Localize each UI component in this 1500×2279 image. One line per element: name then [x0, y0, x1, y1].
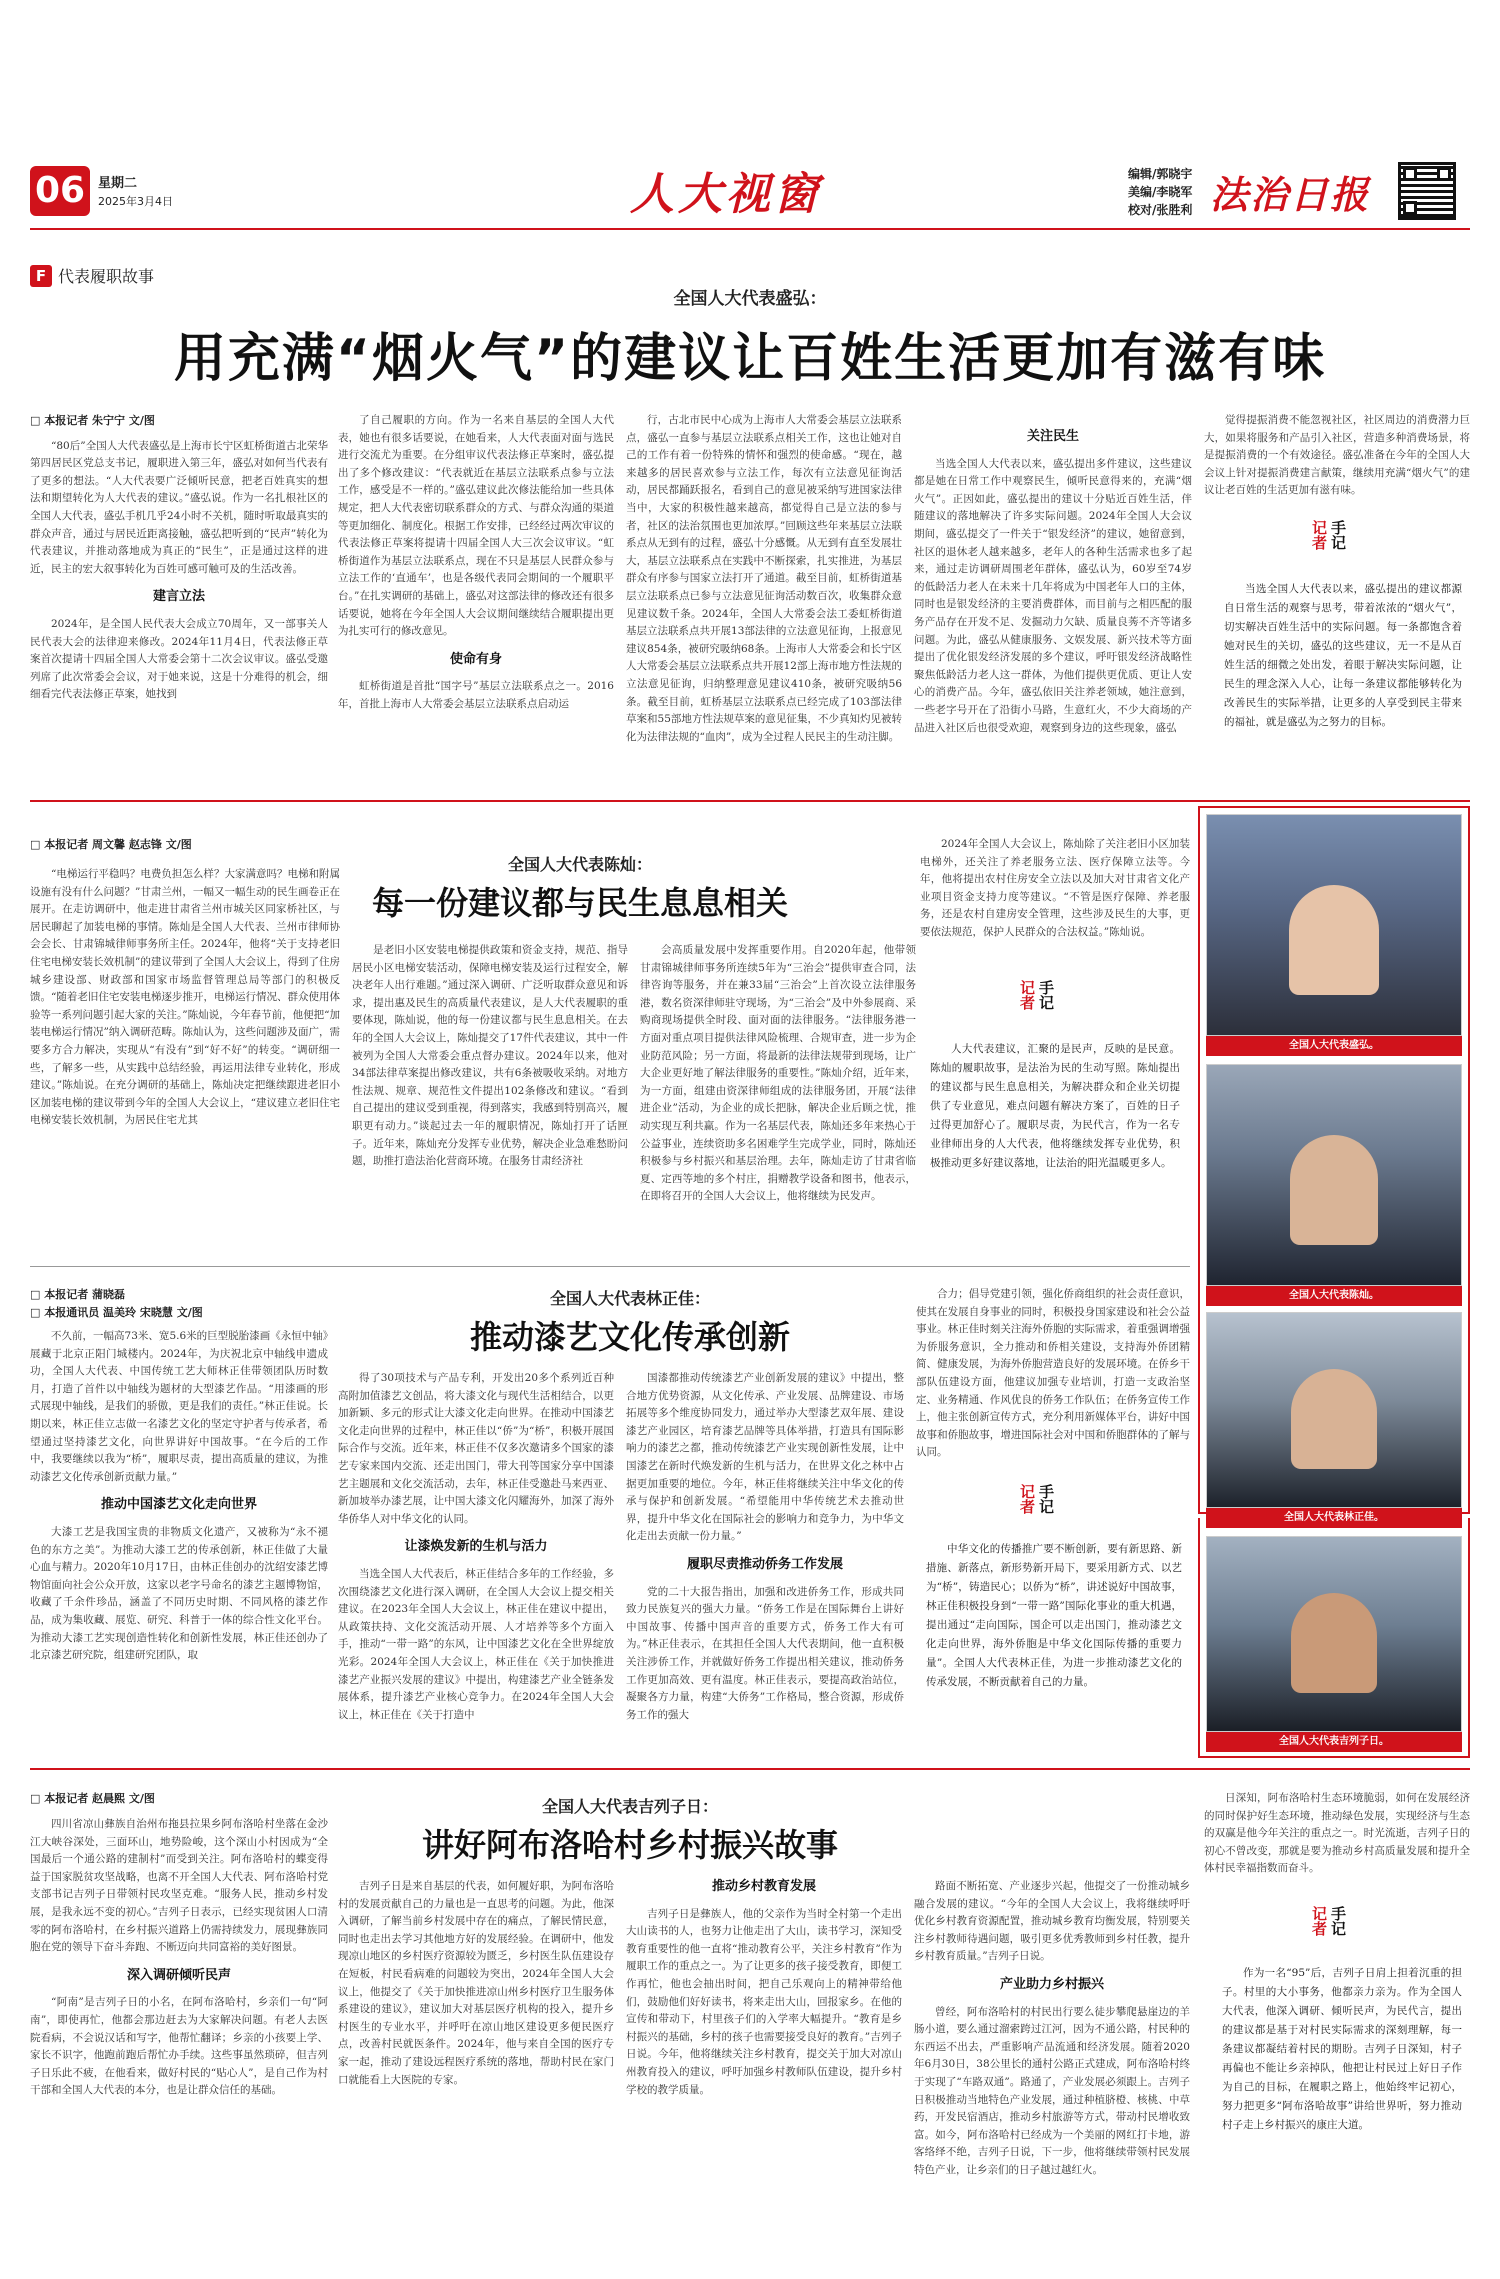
story2-col3-text: 会高质量发展中发挥重要作用。自2020年起，他带领甘肃锦城律师事务所连续5年为“三治会”提供审查合同，法律咨询等服务，并在兼33届“三治会”上首次设立法律服务港，数名资深律师驻守现场，为“三治会”及中外参展商、采购商现场提供全时段、面对面的法律服务。“法律服务港一方面对重点项目提供法律风险梳理、合规审查，进一步为企业防范风险；另一方面，将最新的法律法规带到现场，让广大企业更好地了解法律服务的重要性。”陈灿介绍，近年来，为一方面，组建由资深律师组成的法律服务团，开展“法律进企业”活动，为企业的成长把脉，解决企业后顾之忧，推动实现互利共赢。作为一名基层代表，陈灿还多年来热心于公益事业，连续资助多名困难学生完成学业，同时，陈灿还积极参与乡村振兴和基层治理。去年，陈灿走访了甘肃省临夏、定西等地的多个村庄，捐赠教学设备和图书，他表示，在即将召开的全国人大会议上，他将继续为民发声。	[640, 944, 916, 1203]
story4-col1	[30, 1816, 328, 2264]
story4-col4-text: 路面不断拓宽、产业逐步兴起，他提交了一份推动城乡融合发展的建议。“今年的全国人大会议上，我将继续呼吁优化乡村教育资源配置，推动城乡教育均衡发展，特别要关注乡村教师待遇问题，吸引更多优秀教师到乡村任教，提升乡村教育质量。”吉列子日说。	[914, 1880, 1190, 1963]
story3-rule	[30, 1768, 1470, 1770]
section-title: 人大视窗	[630, 169, 822, 220]
story1-col1b-text: 2024年，是全国人民代表大会成立70周年，又一部事关人民代表大会的法律迎来修改。2024年11月4日，代表法修正草案首次提请十四届全国人大常委会第十二次会议审议。盛弘受邀列席了此次常委会会议，对于她来说，这是十分难得的机会，细细看完代表法修正草案，她找到	[30, 617, 328, 701]
story1-col2b-text: 虹桥街道是首批“国字号”基层立法联系点之一。2016年，首批上海市人大常委会基层立法联系点启动运	[338, 680, 614, 710]
story1-col1-text: “80后”全国人大代表盛弘是上海市长宁区虹桥街道古北荣华第四居民区党总支书记，履职进入第三年，盛弘对如何当代表有了更多的想法。“人大代表要广泛倾听民意，把老百姓真实的想法和期望转化为人大代表的建议。”盛弘说。作为一名扎根社区的全国人大代表，盛弘手机几乎24小时不关机，随时听取最真实的群众声音，通过与居民近距离接触，盛弘把听到的“民声”转化为代表建议，并推动落地成为真正的“民生”，正是通过这样的进近，民主的宏大叙事转化为百姓可感可触可及的生活改善。	[30, 439, 328, 575]
story3-headline: 推动漆艺文化传承创新	[469, 1318, 790, 1356]
story4-reporter-note-text: 作为一名“95”后，吉列子日肩上担着沉重的担子。村里的大小事务，他都亲力亲为。作为全国人大代表，他深入调研、倾听民声，为民代言，提出的建议都是基于对村民实际需求的深刻理解，每一条建议都凝结着村民的期盼。吉列子日深知，村子再偏也不能让乡亲掉队，他把让村民过上好日子作为自己的目标，在履职之路上，他始终牢记初心，努力把更多“阿布洛哈故事”讲给世界听，努力推动村子走上乡村振兴的康庄大道。	[1222, 1967, 1462, 2131]
story4-subhead-1: 深入调研倾听民声	[126, 1967, 231, 1983]
story2-byline: □ 本报记者 周文馨 赵志锋 文/图	[30, 838, 192, 851]
story3-byline-2: □ 本报通讯员 温美玲 宋晓慧 文/图	[30, 1306, 203, 1319]
editor-credit: 编辑/郭晓宇	[1128, 167, 1193, 181]
story1-byline: □ 本报记者 朱宁宁 文/图	[30, 414, 155, 427]
story1-col5-text: 觉得提振消费不能忽视社区，社区周边的消费潜力巨大，如果将服务和产品引入社区，营造多种消费场景，将是提振消费的一个有效途径。盛弘准备在今年的全国人大会议上针对提振消费建言献策，继续用充满“烟火气”的建议让老百姓的生活更加有滋有味。	[1204, 414, 1470, 497]
story3-subhead-2: 让漆焕发新的生机与活力	[404, 1539, 548, 1555]
story4-col2-text: 吉列子日是来自基层的代表，如何履好职，为阿布洛哈村的发展贡献自己的力量也是一直思考的问题。为此，他深入调研，了解当前乡村发展中存在的痛点，了解民情民意，同时也走出去学习其他地方好的发展经验。在调研中，他发现凉山地区的乡村医疗资源较为匮乏，乡村医生队伍建设存在短板，村民看病难的问题较为突出，2024年全国人大会议上，他提交了《关于加快推进凉山州乡村医疗卫生服务体系建设的建议》，建议加大对基层医疗机构的投入，提升乡村医生的专业水平，并呼吁在凉山地区建设更多便民医疗点，改善村民就医条件。2024年，他与来自全国的医疗专家一起，推动了建设远程医疗系统的落地，帮助村民在家门口就能看上大医院的专家。	[338, 1880, 614, 2086]
story4-col3-text: 吉列子日是彝族人，他的父亲作为当时全村第一个走出大山读书的人，也努力让他走出了大山，读书学习，深知受教育重要性的他一直将“推动教育公平，关注乡村教育”作为履职工作的重点之一。为了让更多的孩子接受教育，即便工作再忙，他也会抽出时间，把自己乐观向上的精神带给他们，鼓励他们好好读书，将来走出大山，回报家乡。在他的宣传和带动下，村里孩子们的入学率大幅提升。“教育是乡村振兴的基础，乡村的孩子也需要接受良好的教育。”吉列子日说。今年，他将继续关注乡村教育，提交关于加大对凉山州教育投入的建议，呼吁加强乡村教师队伍建设，提升乡村学校的教学质量。	[626, 1907, 902, 2096]
story1-col4-text: 当选全国人大代表以来，盛弘提出多件建议，这些建议都是她在日常工作中观察民生，倾听民意得来的，充满“烟火气”。正因如此，盛弘提出的建议十分贴近百姓生活，伴随建议的落地解决了许多实际问题。2024年全国人大会议期间，盛弘提交了一件关于“银发经济”的建议，她留意到，社区的退休老人越来越多，老年人的各种生活需求也多了起来，通过走访调研周围老年群体，盛弘认为，60岁至74岁的低龄活力老人在未来十几年将成为中国老年人口的主体，同时也是银发经济的主要消费群体，而目前与之相匹配的服务产品存在开发不足、发掘动力欠缺、质量良莠不齐等诸多问题。为此，盛弘从健康服务、文娱发展、新兴技术等方面提出了优化银发经济发展的多个建议，呼吁银发经济战略性聚焦低龄活力老人这一群体，为他们提供更优质、更让人安心的消费产品。今年，盛弘依旧关注养老领域，她注意到，一些老字号开在了沿街小马路，生意红火，不少大商场的产品进入社区后也很受欢迎，观察到身边的这些现象，盛弘	[914, 457, 1192, 734]
story2-reporter-note-label: 记者 手记	[1018, 980, 1055, 1010]
story4-byline: □ 本报记者 赵晨熙 文/图	[30, 1792, 155, 1805]
story4-kicker: 全国人大代表吉列子日：	[541, 1797, 718, 1816]
story4-col4	[914, 1878, 1190, 2264]
story2-rule	[30, 1266, 1190, 1267]
story4-col2	[338, 1878, 614, 2264]
story4-col1-text: 四川省凉山彝族自治州布拖县拉果乡阿布洛哈村坐落在金沙江大峡谷深处，三面环山，地势险峻，这个深山小村因成为“全国最后一个通公路的建制村”而受到关注。阿布洛哈村的蝶变得益于国家脱贫攻坚战略，也离不开全国人大代表、阿布洛哈村党支部书记吉列子日带领村民攻坚克难。“服务人民，推动乡村发展，是我永远不变的初心。”吉列子日表示，已经实现贫困人口清零的阿布洛哈村，在乡村振兴道路上仍需持续发力，展现彝族同胞在党的领导下奋斗奔跑、不断迈向共同富裕的美好图景。	[30, 1818, 328, 1954]
story1-subhead-2: 使命有身	[449, 651, 502, 667]
story1-col3	[626, 412, 902, 792]
story3-col4-text: 合力；倡导党建引领，强化侨商组织的社会责任意识，使其在发展自身事业的同时，积极投身国家建设和社会公益事业。林正佳时刻关注海外侨胞的实际需求，着重强调增强为侨服务意识，全力推动和侨相关建设，支持海外侨团精简、健康发展，为海外侨胞营造良好的发展环境。在侨乡干部队伍建设方面，他建议加强专业培训，打造一支政治坚定、业务精通、作风优良的侨务工作队伍；在侨务宣传工作上，他主张创新宣传方式，充分利用新媒体平台，讲好中国故事和侨胞故事，增进国际社会对中国和侨胞群体的了解与认同。	[916, 1288, 1190, 1459]
story3-col4	[916, 1286, 1190, 1476]
column-tag	[30, 264, 154, 287]
story4-reporter-note-label: 记者 手记	[1310, 1906, 1347, 1936]
proofreader-credit: 校对/张胜利	[1128, 203, 1193, 217]
story2-reporter-note-text: 人大代表建议，汇聚的是民声，反映的是民意。陈灿的履职故事，是法治为民的生动写照。陈灿提出的建议都与民生息息相关，为解决群众和企业关切提供了专业意见，难点问题有解决方案了，百姓的日子过得更加舒心了。履职尽责，为民代言，作为一名专业律师出身的人大代表，他将继续发挥专业优势，积极推动更多好建议落地，让法治的阳光温暖更多人。	[930, 1043, 1180, 1169]
story2-col1-text: “电梯运行平稳吗？电费负担怎么样？大家满意吗？电梯和附属设施有没有什么问题？”甘肃兰州，一幅又一幅生动的民生画卷正在展开。在走访调研中，他走进甘肃省兰州市城关区同家桥社区，与居民聊起了加装电梯的事情。陈灿是全国人大代表、兰州市律师协会会长、甘肃锦城律师事务所主任。2024年，他将“关于支持老旧住宅电梯安装长效机制”的建议带到了全国人大会议上，得到了住房城乡建设部、财政部和国家市场监督管理总局等部门的积极反馈。“随着老旧住宅安装电梯逐步推开，电梯运行情况、群众使用体验等一系列问题引起大家的关注。”陈灿说，今年春节前，他便把“加装电梯运行情况”纳入调研范畴。陈灿认为，这些问题涉及面广，需要多方合力解决，实现从“有没有”到“好不好”的转变。“调研细一些，了解多一些，从实践中总结经验，再运用法律专业转化，形成建议。”陈灿说。在充分调研的基础上，陈灿决定把继续跟进老旧小区加装电梯的建议带到今年的全国人大会议上，“建议建立老旧住宅电梯安装长效机制，为居民住宅尤其	[30, 868, 340, 1127]
story4-subhead-3: 产业助力乡村振兴	[999, 1976, 1104, 1992]
photo-sheng-hong-caption: 全国人大代表盛弘。	[1206, 1036, 1462, 1056]
story4-subhead-2: 推动乡村教育发展	[711, 1879, 816, 1894]
story2-col4	[920, 836, 1190, 966]
photo-chen-can-caption: 全国人大代表陈灿。	[1206, 1286, 1462, 1306]
column-tag-label: 代表履职故事	[58, 267, 155, 286]
story1-reporter-note-text: 当选全国人大代表以来，盛弘提出的建议都源自日常生活的观察与思考，带着浓浓的“烟火气”，切实解决百姓生活中的实际问题。每一条都饱含着她对民生的关切，盛弘的这些建议，无一不是从百姓生活的细微之处出发，着眼于解决实际问题，让民生的理念深入人心，让每一条建议都能够转化为改善民生的实际举措，让更多的人享受到民主带来的福祉，就是盛弘为之努力的目标。	[1224, 583, 1462, 728]
story1-col2-text: 了自己履职的方向。作为一名来自基层的全国人大代表，她也有很多话要说，在她看来，人大代表面对面与选民进行交流尤为重要。在分组审议代表法修正草案时，盛弘提出了多个修改建议：“代表就近在基层立法联系点参与立法工作，感受是不一样的。”盛弘建议此次修法能给加一些具体规定，把人大代表密切联系群众的方式、与群众沟通的渠道等更加细化、制度化。根据工作安排，已经经过两次审议的代表法修正草案将提请十四届全国人大三次会议审议。“虹桥街道作为基层立法联系点，现在不只是基层人民群众参与立法工作的‘直通车’，也是各级代表同会期间的一个履职平台。”在扎实调研的基础上，盛弘对这部法律的修改还有很多话要说，她将在今年全国人大会议期间继续结合履职提出更为扎实可行的修改意见。	[338, 414, 614, 638]
story1-rule	[30, 800, 1470, 802]
story3-col1b-text: 大漆工艺是我国宝贵的非物质文化遗产，又被称为“永不褪色的东方之美”。为推动大漆工艺的传承创新，林正佳做了大量心血与精力。2020年10月17日，由林正佳创办的沈绍安漆艺博物馆面向社会公众开放，这家以老字号命名的漆艺主题博物馆，收藏了千余件珍品，涵盖了不同历史时期、不同风格的漆艺作品，成为集收藏、展览、研究、科普于一体的综合性文化平台。为推动大漆工艺实现创造性转化和创新性发展，林正佳还创办了北京漆艺研究院，组建研究团队，取	[30, 1525, 328, 1662]
story2-kicker: 全国人大代表陈灿：	[507, 855, 652, 874]
story4-headline: 讲好阿布洛哈村乡村振兴故事	[421, 1826, 838, 1864]
designer-credit: 美编/李晓军	[1128, 185, 1193, 199]
photo-sheng-hong	[1206, 814, 1462, 1036]
weekday: 星期二	[98, 176, 138, 191]
story2-col4-text: 2024年全国人大会议上，陈灿除了关注老旧小区加装电梯外，还关注了养老服务立法、医疗保障立法等。今年，他将提出农村住房安全立法以及加大对甘肃省文化产业项目资金支持力度等建议。“不管是医疗保障、养老服务，还是农村自建房安全管理，这些涉及民生的大事，更要依法规范，保护人民群众的合法权益。”陈灿说。	[920, 838, 1190, 938]
story3-kicker: 全国人大代表林正佳：	[549, 1289, 710, 1308]
story1-col1	[30, 412, 328, 792]
story3-reporter-note-label: 记者 手记	[1018, 1484, 1055, 1514]
story3-col2-text: 得了30项技术与产品专利，开发出20多个系列近百种高附加值漆艺文创品，将大漆文化与现代生活相结合，以更加新颖、多元的形式让大漆文化走向世界。在推动中国漆艺文化走向世界的过程中，林正佳以“侨”为“桥”，积极开展国际合作与交流。近年来，林正佳不仅多次邀请多个国家的漆艺专家来国内交流、还走出国门，带大刊等国家分享中国漆艺主题展和文化交流活动，去年，林正佳受邀赴马来西亚、新加坡举办漆艺展，让中国大漆文化闪耀海外，加深了海外华侨华人对中华文化的认同。	[338, 1372, 614, 1525]
masthead-rule	[30, 228, 1470, 230]
photo-lin-zhengjia-caption: 全国人大代表林正佳。	[1206, 1508, 1462, 1528]
story3-byline-1: □ 本报记者 蒲晓磊	[30, 1288, 126, 1301]
qr-code	[1398, 162, 1456, 220]
story3-subhead-1: 推动中国漆艺文化走向世界	[100, 1497, 257, 1513]
story3-col1	[30, 1328, 328, 1756]
story3-col3b-text: 党的二十大报告指出，加强和改进侨务工作，形成共同致力民族复兴的强大力量。“侨务工作是在国际舞台上讲好中国故事、传播中国声音的重要方式，侨务工作大有可为。”林正佳表示，在其担任全国人大代表期间，他一直积极关注涉侨工作，并就做好侨务工作提出相关建议，推动侨务工作更加高效、更有温度。林正佳表示，要提高政治站位，凝聚各方力量，构建“大侨务”工作格局，整合资源，形成侨务工作的强大	[626, 1585, 904, 1721]
story2-headline: 每一份建议都与民生息息相关	[371, 884, 788, 922]
story4-col1b-text: “阿南”是吉列子日的小名，在阿布洛哈村，乡亲们一句“阿南”，即使再忙，他都会那边赶去为大家解决问题。有老人去医院看病，不会说汉话和写字，他帮忙翻译；乡亲的小孩要上学、家长不识字，他跑前跑后帮忙办手续。这些事虽然琐碎，但吉列子日乐此不疲，在他看来，做好村民的“贴心人”，是自己作为村干部和全国人大代表的本分，也是让群众信任的基础。	[30, 1996, 328, 2097]
story3-col3-text: 国漆都推动传统漆艺产业创新发展的建议》中提出，整合地方优势资源，从文化传承、产业发展、品牌建设、市场拓展等多个维度协同发力，通过举办大型漆艺双年展、建设漆艺产业园区，培育漆艺品牌等具体举措，打造具有国际影响力的漆艺之都，推动传统漆艺产业实现创新性发展，让中国漆艺在新时代焕发新的生机与活力，在世界文化之林中占据更加重要的地位。今年，林正佳将继续关注中华文化的传承与保护和创新发展。“希望能用中华传统艺术去推动世界，提升中华文化在国际社会的影响力和竞争力，为中华文化走出去贡献一份力量。”	[626, 1372, 904, 1543]
paper-logo: 法治日报	[1210, 172, 1371, 217]
column-tag-icon: F	[30, 265, 52, 287]
story2-col2-text: 是老旧小区安装电梯提供政策和资金支持，规范、指导居民小区电梯安装活动，保障电梯安装及运行过程安全，解决老年人出行难题。”通过深入调研、广泛听取群众意见和诉求，提出惠及民生的高质量代表建议，是人大代表履职的重要体现，陈灿说，他的每一份建议都与民生息息相关。在去年的全国人大会议上，陈灿提交了17件代表建议，其中一件被列为全国人大常委会重点督办建议。2024年以来，他对34部法律草案提出修改建议，共有6条被吸收采纳。对地方性法规、规章、规范性文件提出102条修改和建议。“看到自己提出的建议受到重视，得到落实，我感到特别高兴，履职更有动力。”谈起过去一年的履职情况，陈灿打开了话匣子。近年来，陈灿充分发挥专业优势，解决企业急难愁盼问题，助推打造法治化营商环境。在服务甘肃经济社	[352, 944, 628, 1168]
story3-reporter-note-text: 中华文化的传播推广要不断创新，要有新思路、新措施、新落点，新形势新开局下，要采用新方式、以艺为“桥”，铸造民心；以侨为“桥”，讲述说好中国故事，林正佳积极投身到“一带一路”国际化事业的重大机遇，提出通过“走向国际，国企可以走出国门，推动漆艺文化走向世界，海外侨胞是中华文化国际传播的重要力量”。全国人大代表林正佳，为进一步推动漆艺文化的传承发展，不断贡献着自己的力量。	[926, 1543, 1182, 1688]
story1-col5	[1204, 412, 1470, 502]
story4-col5-text: 日深知，阿布洛哈村生态环境脆弱，如何在发展经济的同时保护好生态环境，推动绿色发展，实现经济与生态的双赢是他今年关注的重点之一。时光流逝，吉列子日的初心不曾改变，那就是要为推动乡村高质量发展和提升全体村民幸福指数而奋斗。	[1204, 1792, 1470, 1875]
story4-col5	[1204, 1790, 1470, 1894]
story1-col4	[914, 412, 1192, 792]
story4-col4b-text: 曾经，阿布洛哈村的村民出行要么徒步攀爬悬崖边的羊肠小道，要么通过溜索跨过江河，因为不通公路，村民种的东西运不出去，严重影响产品流通和经济发展。随着2020年6月30日，38公里长的通村公路正式建成，阿布洛哈村终于实现了“车路双通”。路通了，产业发展必须跟上。吉列子日积极推动当地特色产业发展，通过种植脐橙、核桃、中草药，开发民宿酒店，推动乡村旅游等方式，带动村民增收致富。如今，阿布洛哈村已经成为一个美丽的网红打卡地，游客络绎不绝，吉列子日说，下一步，他将继续带领村民发展特色产业，让乡亲们的日子越过越红火。	[914, 2005, 1190, 2176]
issue-date: 2025年3月4日	[98, 195, 173, 208]
story1-col3-text: 行，古北市民中心成为上海市人大常委会基层立法联系点，盛弘一直参与基层立法联系点相关工作，这也让她对自己的工作有着一份特殊的情怀和强烈的使命感。“现在，越来越多的居民喜欢参与立法工作，每次有立法意见征询活动，居民都踊跃报名，看到自己的意见被采纳写进国家法律当中，大家的积极性越来越高，都觉得自己是立法的参与者，社区的法治氛围也更加浓厚。”回顾这些年来基层立法联系点从无到有的过程，盛弘十分感慨。从无到有直至发展壮大，基层立法联系点在实践中不断探索，扎实推进，为基层群众有序参与国家立法打开了通道。截至目前，虹桥街道基层立法联系点已参与立法意见征询活动数百次，收集群众意见建议数千条。2024年，全国人大常委会法工委虹桥街道基层立法联系点共开展13部法律的立法意见征询，上报意见建议854条，被研究吸纳68条。上海市人大常委会和长宁区人大常委会基层立法联系点共开展12部上海市地方性法规的立法意见征询，归纳整理意见建议410条，被研究吸纳56条。截至目前，虹桥基层立法联系点已经完成了103部法律草案和55部地方性法规草案的意见征集，不少真知灼见被转化为法律法规的“血肉”，成为全过程人民民主的生动注脚。	[626, 414, 902, 743]
story1-col2	[338, 412, 614, 792]
story1-reporter-note-label: 记者 手记	[1310, 520, 1347, 550]
story2-col1	[30, 866, 340, 1258]
story2-col2	[352, 942, 628, 1258]
story3-col2b-text: 当选全国人大代表后，林正佳结合多年的工作经验，多次围绕漆艺文化进行深入调研，在全国人大会议上提交相关建议。在2023年全国人大会议上，林正佳在建议中提出，从政策扶持、文化交流活动开展、人才培养等多个方面入手，推动“一带一路”的东风，让中国漆艺文化在全世界绽放光彩。2024年全国人大会议上，林正佳在《关于加快推进漆艺产业振兴发展的建议》中提出，构建漆艺产业全链条发展体系，提升漆艺产业核心竞争力。在2024年全国人大会议上，林正佳在《关于打造中	[338, 1567, 614, 1721]
page-number-badge: 06	[30, 166, 90, 216]
story1-kicker: 全国人大代表盛弘：	[673, 289, 827, 309]
story1-subhead-1: 建言立法	[152, 589, 205, 605]
story3-col1-text: 不久前，一幅高73米、宽5.6米的巨型脱胎漆画《永恒中轴》展藏于北京正阳门城楼内。2024年，为庆祝北京中轴线申遗成功，全国人大代表、中国传统工艺大师林正佳带领团队历时数月，打造了首件以中轴线为题材的大型漆艺作品。“用漆画的形式展现中轴线，是我们的骄傲，更是我们的责任。”林正佳说。长期以来，林正佳立志做一名漆艺文化的坚定守护者与传承者，希望通过坚持漆艺文化，向世界讲好中国故事。“在今后的工作中，我要继续以我为“桥”，履职尽责，提出高质量的建议，为推动漆艺文化传承创新贡献力量。”	[30, 1330, 328, 1483]
photo-lin-zhengjia	[1206, 1312, 1462, 1508]
story3-subhead-3: 履职尽责推动侨务工作发展	[686, 1556, 843, 1572]
story3-col2	[338, 1370, 614, 1756]
story3-col3	[626, 1370, 904, 1756]
photo-jilie-zari-caption: 全国人大代表吉列子日。	[1206, 1732, 1462, 1752]
photo-jilie-zari	[1206, 1536, 1462, 1732]
story2-col3	[640, 942, 916, 1258]
photo-chen-can	[1206, 1064, 1462, 1286]
story4-col3	[626, 1878, 902, 2264]
story1-subhead-3: 关注民生	[1026, 429, 1079, 444]
story1-headline: 用充满“烟火气”的建议让百姓生活更加有滋有味	[173, 329, 1327, 389]
